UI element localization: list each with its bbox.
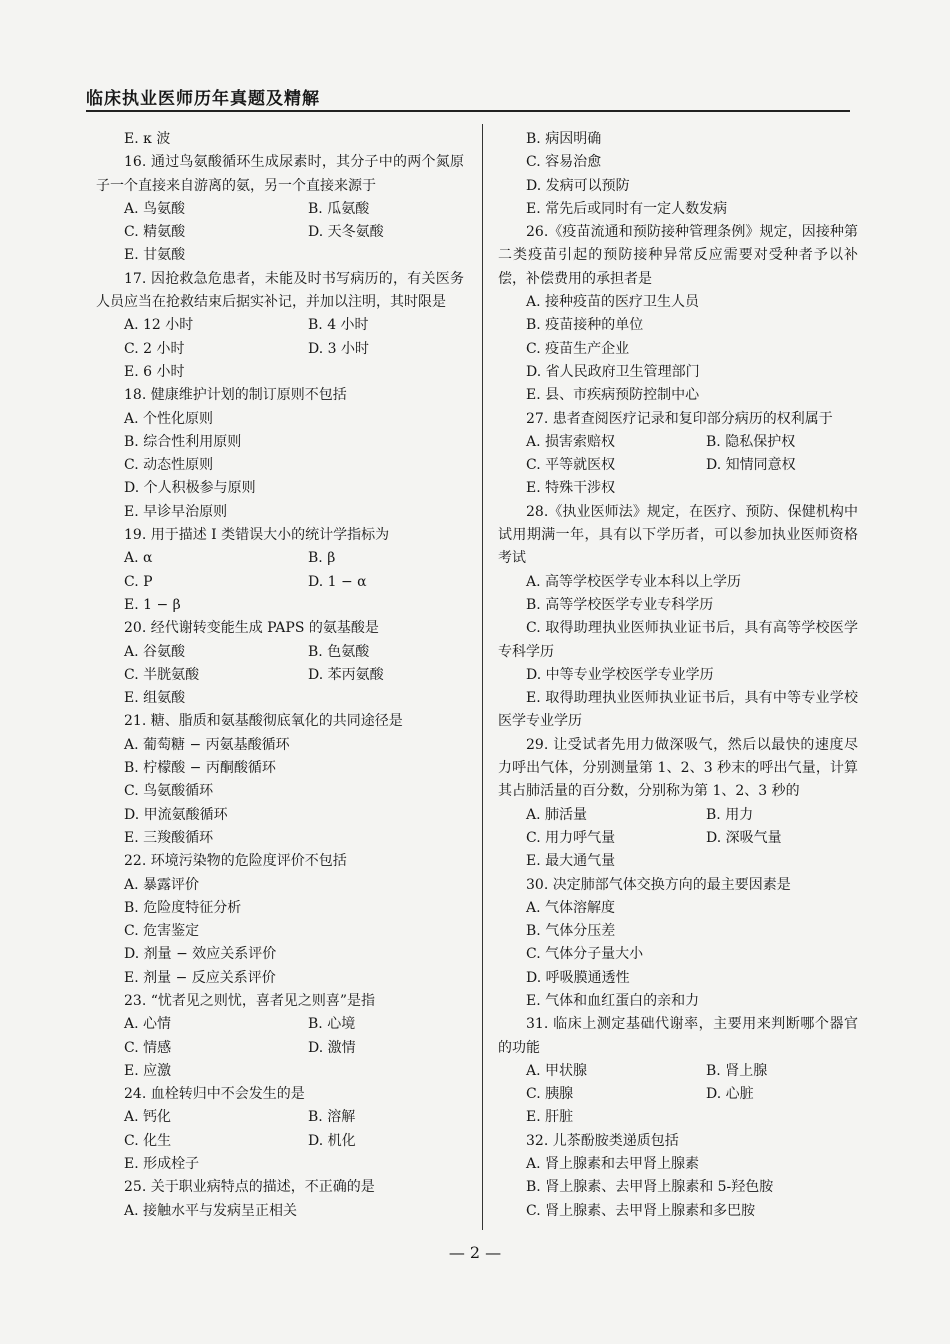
question-block <box>96 710 464 850</box>
answer-option: E. 取得助理执业医师执业证书后，具有中等专业学校医学专业学历 <box>498 690 858 730</box>
question-stem: 16. 通过鸟氨酸循环生成尿素时，其分子中的两个氮原子一个直接来自游离的氨，另一个直接来源于 <box>96 154 464 194</box>
option-list <box>96 128 464 151</box>
right-column <box>498 128 858 1223</box>
question-block <box>498 501 858 734</box>
option-list <box>96 408 464 524</box>
answer-option: E. 特殊干涉权 <box>526 480 616 497</box>
answer-option: E. 最大通气量 <box>526 853 616 870</box>
question-stem: 30. 决定肺部气体交换方向的最主要因素是 <box>526 876 791 893</box>
answer-option: A. 甲状腺 <box>526 1062 588 1079</box>
question-stem: 31. 临床上测定基础代谢率，主要用来判断哪个器官的功能 <box>498 1016 858 1056</box>
answer-option: B. 肾上腺 <box>706 1062 768 1079</box>
question-block <box>96 151 464 267</box>
answer-option: B. 肾上腺素、去甲肾上腺素和 5-羟色胺 <box>526 1179 774 1196</box>
answer-option: B. 瓜氨酸 <box>308 200 370 217</box>
answer-option: A. 肺活量 <box>526 806 588 823</box>
option-list <box>96 874 464 990</box>
page-number: — 2 — <box>448 1243 502 1262</box>
option-list <box>96 1200 464 1223</box>
answer-option: C. 用力呼气量 <box>526 829 616 846</box>
answer-option: A. 鸟氨酸 <box>124 200 186 217</box>
answer-option: D. 知情同意权 <box>706 457 796 474</box>
question-block <box>498 734 858 874</box>
question-stem: 23. “忧者见之则忧，喜者见之则喜”是指 <box>124 992 376 1009</box>
answer-option: B. 心境 <box>308 1016 356 1033</box>
answer-option: A. 肾上腺素和去甲肾上腺素 <box>526 1156 700 1173</box>
answer-option: E. 剂量 − 反应关系评价 <box>124 969 276 986</box>
option-list <box>498 571 858 734</box>
answer-option: E. κ 波 <box>124 131 171 147</box>
question-block <box>96 850 464 990</box>
answer-option: B. 气体分压差 <box>526 923 616 940</box>
answer-option: D. 3 小时 <box>308 340 369 357</box>
question-block <box>96 1083 464 1176</box>
answer-option: A. 接种疫苗的医疗卫生人员 <box>526 294 700 311</box>
answer-option: C. P <box>124 573 153 590</box>
option-list <box>498 431 858 501</box>
answer-option: B. 综合性利用原则 <box>124 433 242 450</box>
answer-option: C. 容易治愈 <box>526 154 602 171</box>
answer-option: D. 省人民政府卫生管理部门 <box>526 363 700 380</box>
question-block <box>96 268 464 384</box>
answer-option: B. 危险度特征分析 <box>124 899 242 916</box>
option-list <box>96 641 464 711</box>
question-block <box>96 990 464 1083</box>
answer-option: A. 接触水平与发病呈正相关 <box>124 1202 298 1219</box>
answer-option: C. 化生 <box>124 1132 172 1149</box>
answer-option: D. 机化 <box>308 1132 356 1149</box>
header-rule <box>86 110 850 112</box>
answer-option: C. 气体分子量大小 <box>526 946 644 963</box>
option-list <box>498 291 858 407</box>
answer-option: C. 危害鉴定 <box>124 923 200 940</box>
answer-option: B. 柠檬酸 − 丙酮酸循环 <box>124 760 276 777</box>
question-block <box>498 1130 858 1223</box>
question-block <box>498 1013 858 1129</box>
answer-option: B. 病因明确 <box>526 131 602 147</box>
question-block <box>96 384 464 524</box>
answer-option: B. β <box>308 550 336 567</box>
answer-option: C. 平等就医权 <box>526 457 616 474</box>
answer-option: B. 疫苗接种的单位 <box>526 317 644 334</box>
question-stem: 18. 健康维护计划的制订原则不包括 <box>124 387 347 404</box>
answer-option: D. 发病可以预防 <box>526 177 630 194</box>
option-list <box>498 1153 858 1223</box>
answer-option: C. 肾上腺素、去甲肾上腺素和多巴胺 <box>526 1202 756 1219</box>
question-stem: 22. 环境污染物的危险度评价不包括 <box>124 853 347 870</box>
question-stem: 29. 让受试者先用力做深吸气，然后以最快的速度尽力呼出气体，分别测量第 1、2、3 秒末的呼出气量，计算其占肺活量的百分数，分别称为第 1、2、3 秒的 <box>498 736 858 800</box>
option-list <box>96 734 464 850</box>
answer-option: C. 情感 <box>124 1039 172 1056</box>
question-stem: 17. 因抢救急危患者，未能及时书写病历的，有关医务人员应当在抢救结束后据实补记，并加以注明，其时限是 <box>96 270 464 311</box>
left-column <box>96 128 464 1223</box>
option-list <box>498 1060 858 1130</box>
answer-option: A. 个性化原则 <box>124 410 214 427</box>
answer-option: C. 动态性原则 <box>124 457 214 474</box>
answer-option: A. 气体溶解度 <box>526 899 616 916</box>
answer-option: A. 高等学校医学专业本科以上学历 <box>526 573 742 590</box>
answer-option: D. 呼吸膜通透性 <box>526 969 630 986</box>
option-list <box>96 547 464 617</box>
answer-option: A. 暴露评价 <box>124 876 200 893</box>
option-list <box>96 314 464 384</box>
option-list <box>498 128 858 221</box>
question-stem: 21. 糖、脂质和氨基酸彻底氧化的共同途径是 <box>124 713 403 730</box>
answer-option: D. 深吸气量 <box>706 829 782 846</box>
answer-option: E. 形成栓子 <box>124 1156 200 1173</box>
answer-option: C. 鸟氨酸循环 <box>124 783 214 800</box>
page-header-title: 临床执业医师历年真题及精解 <box>86 89 320 109</box>
answer-option: E. 三羧酸循环 <box>124 829 214 846</box>
question-block <box>498 221 858 407</box>
column-divider <box>482 124 483 1230</box>
question-stem: 27. 患者查阅医疗记录和复印部分病历的权利属于 <box>526 410 833 427</box>
answer-option: C. 2 小时 <box>124 340 185 357</box>
answer-option: E. 组氨酸 <box>124 690 186 707</box>
answer-option: D. 中等专业学校医学专业学历 <box>526 666 714 683</box>
answer-option: C. 半胱氨酸 <box>124 666 200 683</box>
answer-option: E. 应激 <box>124 1062 172 1079</box>
question-block <box>498 874 858 1014</box>
question-stem: 19. 用于描述 I 类错误大小的统计学指标为 <box>124 527 390 544</box>
question-stem: 32. 儿茶酚胺类递质包括 <box>526 1132 679 1149</box>
answer-option: B. 用力 <box>706 806 754 823</box>
question-stem: 26.《疫苗流通和预防接种管理条例》规定，因接种第二类疫苗引起的预防接种异常反应需要对受种者予以补偿，补偿费用的承担者是 <box>498 224 858 287</box>
answer-option: C. 胰腺 <box>526 1086 574 1103</box>
answer-option: A. 12 小时 <box>124 317 194 334</box>
answer-option: E. 肝脏 <box>526 1109 574 1126</box>
answer-option: B. 隐私保护权 <box>706 433 796 450</box>
question-stem: 28.《执业医师法》规定，在医疗、预防、保健机构中试用期满一年，具有以下学历者，可以参加执业医师资格考试 <box>498 503 858 567</box>
answer-option: E. 6 小时 <box>124 363 185 380</box>
answer-option: E. 县、市疾病预防控制中心 <box>526 387 700 404</box>
answer-option: A. α <box>124 550 153 567</box>
answer-option: D. 1 − α <box>308 573 367 590</box>
answer-option: C. 取得助理执业医师执业证书后，具有高等学校医学专科学历 <box>498 620 858 660</box>
answer-option: A. 损害索赔权 <box>526 433 616 450</box>
answer-option: A. 心情 <box>124 1016 172 1033</box>
answer-option: B. 4 小时 <box>308 317 369 334</box>
answer-option: C. 精氨酸 <box>124 224 186 241</box>
option-list <box>96 198 464 268</box>
answer-option: E. 早诊早治原则 <box>124 503 228 520</box>
option-list <box>96 1013 464 1083</box>
question-stem: 24. 血栓转归中不会发生的是 <box>124 1086 305 1103</box>
answer-option: E. 常先后或同时有一定人数发病 <box>526 200 728 217</box>
answer-option: A. 葡萄糖 − 丙氨基酸循环 <box>124 736 290 753</box>
answer-option: D. 激情 <box>308 1039 356 1056</box>
answer-option: E. 1 − β <box>124 596 181 613</box>
answer-option: D. 天冬氨酸 <box>308 224 384 241</box>
answer-option: A. 钙化 <box>124 1109 172 1126</box>
answer-option: B. 色氨酸 <box>308 643 370 660</box>
answer-option: E. 甘氨酸 <box>124 247 186 264</box>
question-block <box>96 617 464 710</box>
question-block <box>498 408 858 501</box>
answer-option: D. 个人积极参与原则 <box>124 480 256 497</box>
answer-option: B. 高等学校医学专业专科学历 <box>526 596 714 613</box>
option-list <box>498 897 858 1013</box>
answer-option: D. 心脏 <box>706 1086 754 1103</box>
question-block <box>498 128 858 221</box>
question-block <box>96 1176 464 1223</box>
answer-option: C. 疫苗生产企业 <box>526 340 630 357</box>
option-list <box>498 804 858 874</box>
answer-option: B. 溶解 <box>308 1109 356 1126</box>
question-stem: 25. 关于职业病特点的描述，不正确的是 <box>124 1179 375 1196</box>
question-stem: 20. 经代谢转变能生成 PAPS 的氨基酸是 <box>124 620 379 637</box>
answer-option: D. 剂量 − 效应关系评价 <box>124 946 277 963</box>
question-block <box>96 128 464 151</box>
question-block <box>96 524 464 617</box>
option-list <box>96 1106 464 1176</box>
answer-option: D. 甲流氨酸循环 <box>124 806 228 823</box>
answer-option: D. 苯丙氨酸 <box>308 666 384 683</box>
answer-option: E. 气体和血红蛋白的亲和力 <box>526 992 700 1009</box>
answer-option: A. 谷氨酸 <box>124 643 186 660</box>
